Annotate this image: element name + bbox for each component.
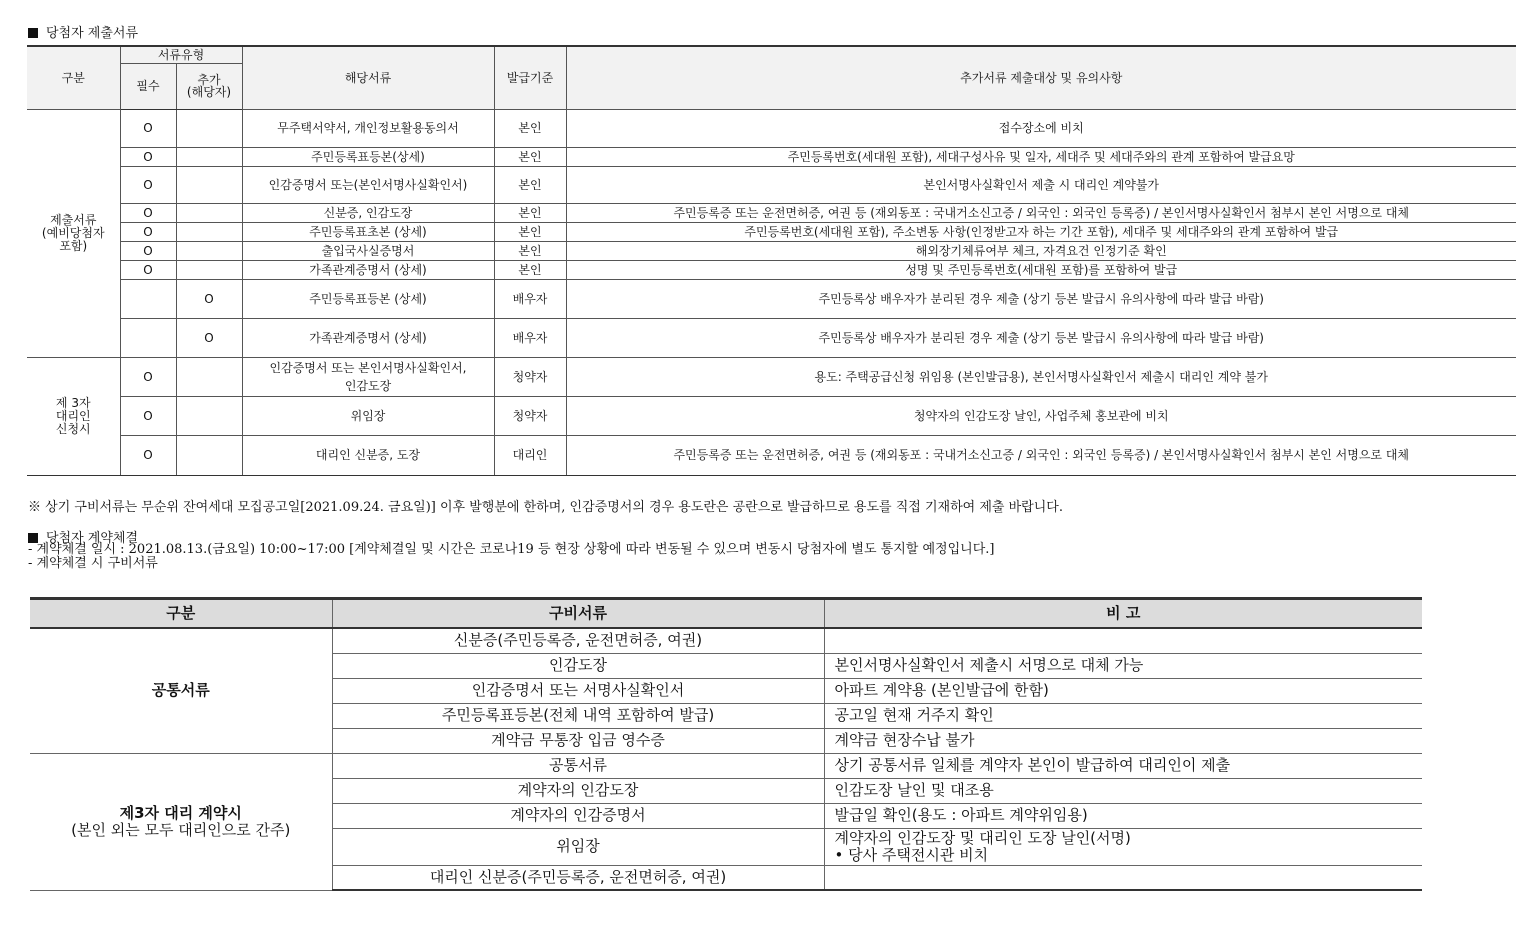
table-row — [27, 279, 1516, 318]
doc-name: 위임장 — [332, 828, 824, 865]
group-label: 제 3자 대리인 신청시 — [27, 357, 120, 475]
note-text: 주민등록번호(세대원 포함), 주소변동 사항(인정받고자 하는 기간 포함), 세대주 및 세대주와의 관계 포함하여 발급 — [566, 222, 1516, 241]
header-document: 해당서류 — [242, 46, 494, 109]
header-category: 구분 — [27, 46, 120, 109]
issue-basis: 본인 — [494, 166, 566, 203]
required-mark — [120, 318, 176, 357]
additional-mark — [176, 260, 242, 279]
issue-basis: 본인 — [494, 222, 566, 241]
note-text: 주민등록증 또는 운전면허증, 여권 등 (재외동포 : 국내거소신고증 / 외국인 : 외국인 등록증) / 본인서명사실확인서 첨부시 본인 서명으로 대체 — [566, 203, 1516, 222]
required-mark: O — [120, 357, 176, 396]
remark-cell — [824, 703, 1422, 728]
required-mark: O — [120, 109, 176, 147]
table-row — [30, 753, 1422, 778]
remark-text: 본인서명사실확인서 제출시 서명으로 대체 가능 — [834, 656, 1144, 674]
table-row — [27, 396, 1516, 435]
table-row — [30, 628, 1422, 653]
issue-basis: 본인 — [494, 109, 566, 147]
note-text: 접수장소에 비치 — [566, 109, 1516, 147]
header-category: 구분 — [30, 599, 332, 629]
header-required: 필수 — [120, 63, 176, 109]
remark-cell — [824, 653, 1422, 678]
additional-mark — [176, 435, 242, 475]
remark-cell — [824, 828, 1422, 865]
document-name: 주민등록표초본 (상세) — [242, 222, 494, 241]
note-text: 주민등록상 배우자가 분리된 경우 제출 (상기 등본 발급시 유의사항에 따라 발급 바람) — [566, 318, 1516, 357]
required-mark: O — [120, 260, 176, 279]
note-text: 용도: 주택공급신청 위임용 (본인발급용), 본인서명사실확인서 제출시 대리인 계약 불가 — [566, 357, 1516, 396]
doc-name: 계약자의 인감증명서 — [332, 803, 824, 828]
document-name: 인감증명서 또는 본인서명사실확인서, 인감도장 — [242, 357, 494, 396]
additional-mark — [176, 357, 242, 396]
required-mark: O — [120, 396, 176, 435]
remark-cell — [824, 753, 1422, 778]
required-mark: O — [120, 222, 176, 241]
remark-text: 발급일 확인(용도 : 아파트 계약위임용) — [834, 806, 1088, 824]
note-text: 해외장기체류여부 체크, 자격요건 인정기준 확인 — [566, 241, 1516, 260]
issue-basis: 청약자 — [494, 396, 566, 435]
issue-basis: 본인 — [494, 147, 566, 166]
group-title: 공통서류 — [151, 681, 210, 700]
note-text: 본인서명사실확인서 제출 시 대리인 계약불가 — [566, 166, 1516, 203]
table-row — [27, 241, 1516, 260]
table-row — [27, 109, 1516, 147]
group-label — [30, 628, 332, 753]
additional-mark — [176, 203, 242, 222]
table-row — [27, 166, 1516, 203]
doc-name: 주민등록표등본(전체 내역 포함하여 발급) — [332, 703, 824, 728]
header-notes: 추가서류 제출대상 및 유의사항 — [566, 46, 1516, 109]
additional-mark — [176, 222, 242, 241]
note-text: 주민등록번호(세대원 포함), 세대구성사유 및 일자, 세대주 및 세대주와의 관계 포함하여 발급요망 — [566, 147, 1516, 166]
required-mark: O — [120, 435, 176, 475]
document-name: 무주택서약서, 개인정보활용동의서 — [242, 109, 494, 147]
doc-name: 공통서류 — [332, 753, 824, 778]
document-name: 인감증명서 또는(본인서명사실확인서) — [242, 166, 494, 203]
issue-basis: 배우자 — [494, 318, 566, 357]
issue-basis: 배우자 — [494, 279, 566, 318]
contract-datetime-line: - 계약체결 일시 : 2021.08.13.(금요일) 10:00~17:00 [계약체결일 및 시간은 코로나19 등 현장 상황에 따라 변동될 수 있으며 변동시 당첨자에 별도 통지할 예정입니다.] — [28, 542, 995, 557]
doc-name: 대리인 신분증(주민등록증, 운전면허증, 여권) — [332, 865, 824, 890]
group-title: 제3자 대리 계약시 — [119, 803, 242, 822]
table-row — [27, 222, 1516, 241]
issue-basis: 대리인 — [494, 435, 566, 475]
remark-cell — [824, 728, 1422, 753]
table-row — [27, 203, 1516, 222]
header-issue-basis: 발급기준 — [494, 46, 566, 109]
required-mark: O — [120, 241, 176, 260]
table-row — [27, 357, 1516, 396]
footnote: ※ 상기 구비서류는 무순위 잔여세대 모집공고일[2021.09.24. 금요일)] 이후 발행분에 한하며, 인감증명서의 경우 용도란은 공란으로 발급하므로 용도를 직접 기재하여 제출 바랍니다. — [28, 500, 1063, 515]
issue-basis: 청약자 — [494, 357, 566, 396]
remark-cell — [824, 865, 1422, 890]
group-label: 제출서류 (예비당첨자 포함) — [27, 109, 120, 357]
remark-text: 계약자의 인감도장 및 대리인 도장 날인(서명) — [834, 828, 1131, 847]
required-mark — [120, 279, 176, 318]
issue-basis: 본인 — [494, 241, 566, 260]
table-row — [27, 260, 1516, 279]
remark-text: 상기 공통서류 일체를 계약자 본인이 발급하여 대리인이 제출 — [834, 756, 1231, 774]
document-name: 가족관계증명서 (상세) — [242, 318, 494, 357]
doc-name: 신분증(주민등록증, 운전면허증, 여권) — [332, 628, 824, 653]
remark-text: 공고일 현재 거주지 확인 — [834, 706, 994, 724]
issue-basis: 본인 — [494, 203, 566, 222]
additional-mark — [176, 147, 242, 166]
remark-text: 인감도장 날인 및 대조용 — [834, 781, 994, 799]
header-additional: 추가 (해당자) — [176, 63, 242, 109]
doc-name: 계약자의 인감도장 — [332, 778, 824, 803]
document-name: 주민등록표등본(상세) — [242, 147, 494, 166]
table-row — [27, 435, 1516, 475]
header-docs: 구비서류 — [332, 599, 824, 629]
document-name: 대리인 신분증, 도장 — [242, 435, 494, 475]
header-remarks: 비 고 — [824, 599, 1422, 629]
section1-title: 당첨자 제출서류 — [28, 22, 138, 41]
additional-mark — [176, 396, 242, 435]
document-name: 가족관계증명서 (상세) — [242, 260, 494, 279]
remark-text: 아파트 계약용 (본인발급에 한함) — [834, 681, 1049, 699]
square-bullet-icon — [28, 28, 38, 38]
additional-mark: O — [176, 318, 242, 357]
header-doc-type: 서류유형 — [120, 46, 242, 63]
required-mark: O — [120, 203, 176, 222]
remark-cell — [824, 778, 1422, 803]
required-mark: O — [120, 166, 176, 203]
remark-text: 계약금 현장수납 불가 — [834, 731, 975, 749]
additional-mark: O — [176, 279, 242, 318]
table-row — [27, 318, 1516, 357]
remark-subtext: • 당사 주택전시관 비치 — [834, 845, 989, 864]
issue-basis: 본인 — [494, 260, 566, 279]
doc-name: 인감증명서 또는 서명사실확인서 — [332, 678, 824, 703]
additional-mark — [176, 109, 242, 147]
remark-cell — [824, 803, 1422, 828]
note-text: 주민등록상 배우자가 분리된 경우 제출 (상기 등본 발급시 유의사항에 따라 발급 바람) — [566, 279, 1516, 318]
note-text: 주민등록증 또는 운전면허증, 여권 등 (재외동포 : 국내거소신고증 / 외국인 : 외국인 등록증) / 본인서명사실확인서 첨부시 본인 서명으로 대체 — [566, 435, 1516, 475]
table-row — [27, 147, 1516, 166]
section2-title: 당첨자 계약체결 — [28, 527, 138, 546]
doc-name: 계약금 무통장 입금 영수증 — [332, 728, 824, 753]
document-name: 위임장 — [242, 396, 494, 435]
contract-documents-table — [30, 597, 1422, 891]
document-name: 출입국사실증명서 — [242, 241, 494, 260]
doc-name: 인감도장 — [332, 653, 824, 678]
group-label — [30, 753, 332, 890]
contract-docs-line: - 계약체결 시 구비서류 — [28, 556, 158, 571]
remark-cell — [824, 628, 1422, 653]
document-name: 주민등록표등본 (상세) — [242, 279, 494, 318]
additional-mark — [176, 166, 242, 203]
additional-mark — [176, 241, 242, 260]
group-sublabel: (본인 외는 모두 대리인으로 간주) — [71, 820, 291, 839]
document-name: 신분증, 인감도장 — [242, 203, 494, 222]
note-text: 청약자의 인감도장 날인, 사업주체 홍보관에 비치 — [566, 396, 1516, 435]
required-mark: O — [120, 147, 176, 166]
submission-documents-table — [27, 45, 1516, 476]
remark-cell — [824, 678, 1422, 703]
note-text: 성명 및 주민등록번호(세대원 포함)를 포함하여 발급 — [566, 260, 1516, 279]
